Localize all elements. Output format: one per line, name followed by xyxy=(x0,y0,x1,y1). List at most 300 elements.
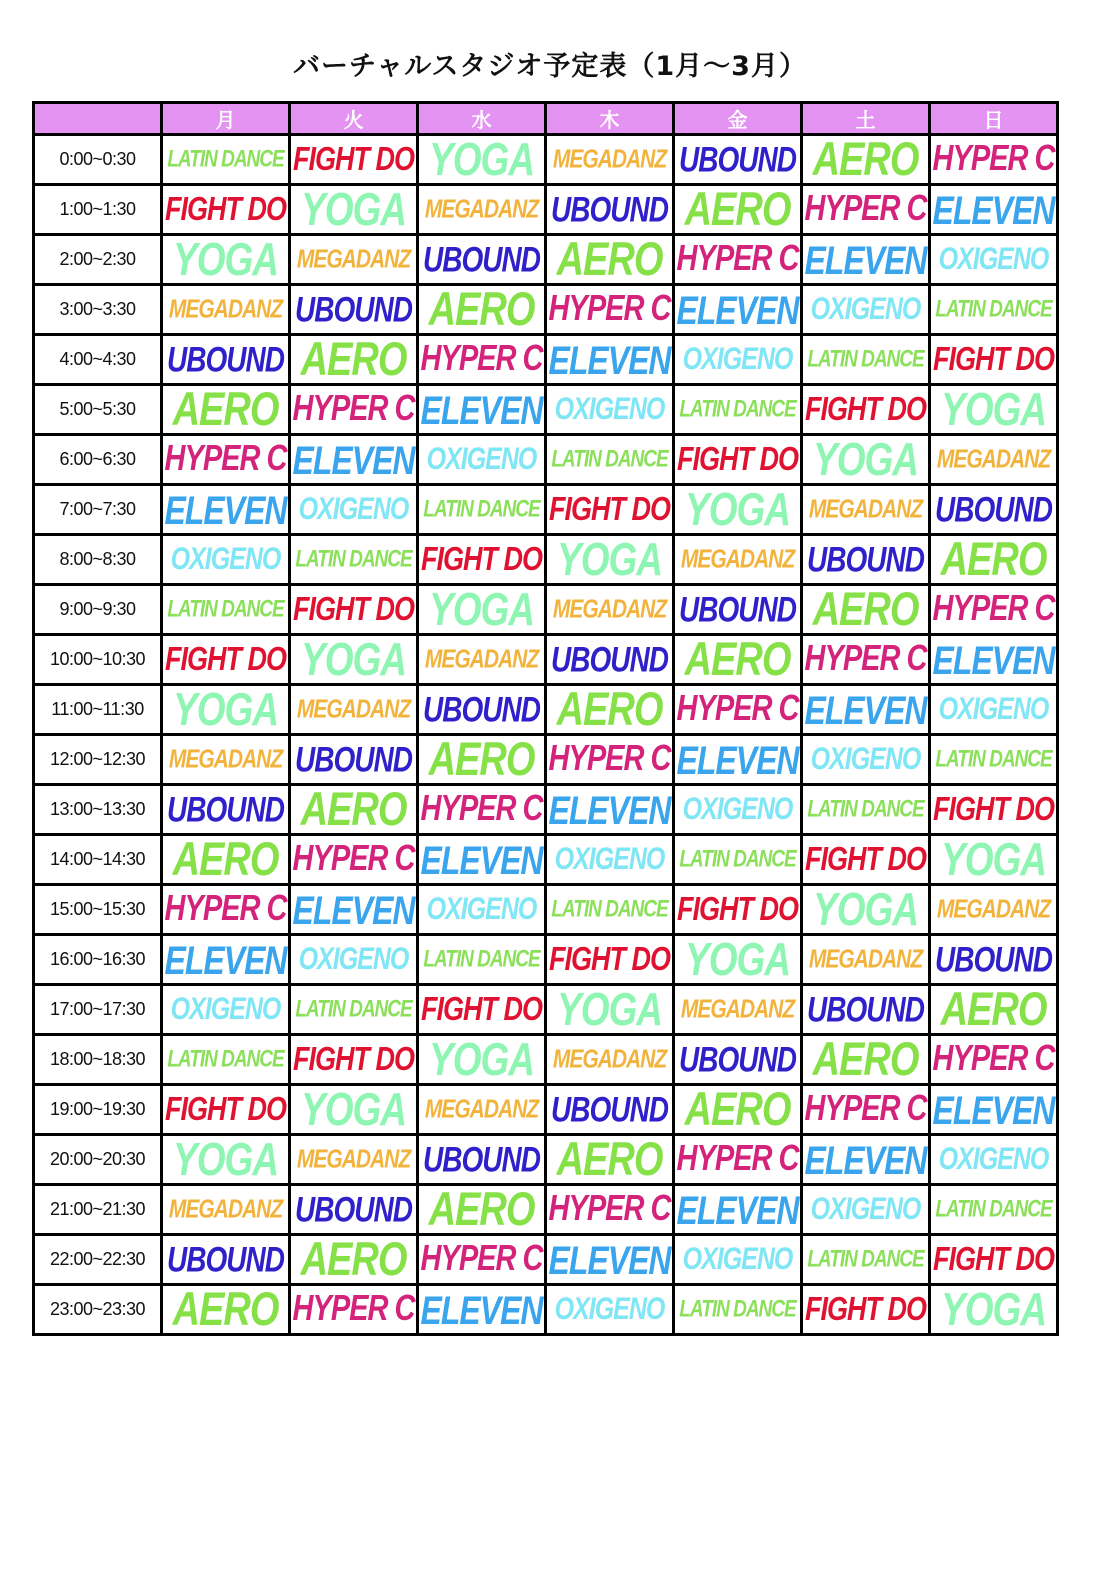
class-name: LATIN DANCE xyxy=(807,796,924,823)
class-cell xyxy=(418,785,546,835)
class-name: FIGHT DO xyxy=(293,140,414,178)
time-slot-cell: 7:00~7:30 xyxy=(34,485,162,535)
class-cell xyxy=(930,585,1058,635)
table-row xyxy=(34,1285,1058,1335)
class-cell xyxy=(674,335,802,385)
class-cell xyxy=(290,235,418,285)
class-cell xyxy=(418,835,546,885)
class-name: YOGA xyxy=(173,1134,278,1185)
class-cell xyxy=(290,185,418,235)
class-cell xyxy=(802,285,930,335)
class-cell xyxy=(546,385,674,435)
table-row xyxy=(34,335,1058,385)
time-slot-cell: 9:00~9:30 xyxy=(34,585,162,635)
class-name: LATIN DANCE xyxy=(935,296,1052,323)
schedule-body xyxy=(34,135,1058,1335)
class-cell xyxy=(930,635,1058,685)
class-cell xyxy=(162,1285,290,1335)
class-name: ELEVEN xyxy=(164,937,287,982)
class-cell xyxy=(930,785,1058,835)
class-name: OXIGENO xyxy=(170,991,281,1027)
table-row xyxy=(34,585,1058,635)
class-name: MEGADANZ xyxy=(168,295,283,324)
class-name: UBOUND xyxy=(551,189,668,229)
time-slot-cell: 11:00~11:30 xyxy=(34,685,162,735)
time-slot-cell: 12:00~12:30 xyxy=(34,735,162,785)
class-cell xyxy=(162,885,290,935)
class-name: YOGA xyxy=(429,1034,534,1085)
table-row xyxy=(34,285,1058,335)
class-name: HYPER C xyxy=(804,188,927,229)
class-cell xyxy=(930,335,1058,385)
class-name: ELEVEN xyxy=(420,1287,543,1332)
class-cell xyxy=(674,435,802,485)
class-cell xyxy=(546,1285,674,1335)
day-header: 金 xyxy=(674,103,802,135)
class-cell xyxy=(162,135,290,185)
class-name: ELEVEN xyxy=(932,187,1055,232)
class-name: ELEVEN xyxy=(292,887,415,932)
class-cell xyxy=(162,535,290,585)
class-cell xyxy=(290,785,418,835)
class-cell xyxy=(674,535,802,585)
class-name: LATIN DANCE xyxy=(423,496,540,523)
class-cell xyxy=(802,785,930,835)
class-name: UBOUND xyxy=(551,1089,668,1129)
class-cell xyxy=(418,1035,546,1085)
class-cell xyxy=(930,385,1058,435)
time-slot-cell: 19:00~19:30 xyxy=(34,1085,162,1135)
class-name: UBOUND xyxy=(167,789,284,829)
class-cell xyxy=(802,185,930,235)
table-row xyxy=(34,435,1058,485)
class-name: AERO xyxy=(300,334,407,385)
class-cell xyxy=(674,735,802,785)
class-name: AERO xyxy=(300,1234,407,1285)
class-name: UBOUND xyxy=(295,739,412,779)
class-name: UBOUND xyxy=(935,939,1052,979)
class-name: ELEVEN xyxy=(292,437,415,482)
table-row xyxy=(34,1185,1058,1235)
class-name: ELEVEN xyxy=(804,237,927,282)
class-cell xyxy=(418,135,546,185)
class-name: OXIGENO xyxy=(554,1291,665,1327)
day-header: 火 xyxy=(290,103,418,135)
class-cell xyxy=(802,985,930,1035)
class-name: MEGADANZ xyxy=(552,145,667,174)
class-name: OXIGENO xyxy=(554,841,665,877)
class-cell xyxy=(418,1285,546,1335)
class-name: OXIGENO xyxy=(938,241,1049,277)
class-name: HYPER C xyxy=(164,888,287,929)
class-name: YOGA xyxy=(557,984,662,1035)
class-name: LATIN DANCE xyxy=(935,1196,1052,1223)
class-name: MEGADANZ xyxy=(552,1045,667,1074)
class-name: LATIN DANCE xyxy=(679,396,796,423)
class-name: FIGHT DO xyxy=(293,1040,414,1078)
class-cell xyxy=(674,1185,802,1235)
class-name: LATIN DANCE xyxy=(295,996,412,1023)
class-cell xyxy=(930,1035,1058,1085)
table-row xyxy=(34,685,1058,735)
table-row xyxy=(34,535,1058,585)
class-name: HYPER C xyxy=(548,738,671,779)
class-name: HYPER C xyxy=(932,1038,1055,1079)
class-cell xyxy=(802,435,930,485)
class-cell xyxy=(162,635,290,685)
class-cell xyxy=(162,1185,290,1235)
class-name: AERO xyxy=(940,534,1047,585)
class-cell xyxy=(418,535,546,585)
class-name: MEGADANZ xyxy=(424,1095,539,1124)
class-name: OXIGENO xyxy=(938,691,1049,727)
class-cell xyxy=(802,1085,930,1135)
class-cell xyxy=(930,985,1058,1035)
class-name: MEGADANZ xyxy=(808,495,923,524)
page-title: バーチャルスタジオ予定表（1月〜3月） xyxy=(293,51,807,82)
time-slot-cell: 1:00~1:30 xyxy=(34,185,162,235)
class-cell xyxy=(162,835,290,885)
class-cell xyxy=(674,285,802,335)
class-cell xyxy=(802,935,930,985)
class-name: YOGA xyxy=(301,1084,406,1135)
table-row xyxy=(34,835,1058,885)
class-cell xyxy=(418,185,546,235)
class-cell xyxy=(418,1235,546,1285)
class-cell xyxy=(930,885,1058,935)
class-name: HYPER C xyxy=(676,688,799,729)
class-name: UBOUND xyxy=(679,1039,796,1079)
class-name: LATIN DANCE xyxy=(935,746,1052,773)
class-name: LATIN DANCE xyxy=(807,1246,924,1273)
class-cell xyxy=(290,335,418,385)
class-name: LATIN DANCE xyxy=(807,346,924,373)
class-name: AERO xyxy=(172,384,279,435)
table-row xyxy=(34,135,1058,185)
class-name: HYPER C xyxy=(804,638,927,679)
day-header: 水 xyxy=(418,103,546,135)
class-name: MEGADANZ xyxy=(168,745,283,774)
class-cell xyxy=(162,1035,290,1085)
class-cell xyxy=(674,585,802,635)
class-cell xyxy=(418,285,546,335)
class-name: LATIN DANCE xyxy=(167,596,284,623)
class-cell xyxy=(546,885,674,935)
class-name: HYPER C xyxy=(548,288,671,329)
class-name: OXIGENO xyxy=(682,341,793,377)
time-slot-cell: 6:00~6:30 xyxy=(34,435,162,485)
class-cell xyxy=(802,585,930,635)
class-name: AERO xyxy=(940,984,1047,1035)
class-cell xyxy=(418,1185,546,1235)
table-row xyxy=(34,985,1058,1035)
class-cell xyxy=(930,1085,1058,1135)
class-cell xyxy=(290,1185,418,1235)
class-cell xyxy=(546,1035,674,1085)
class-cell xyxy=(546,635,674,685)
class-name: OXIGENO xyxy=(810,291,921,327)
class-cell xyxy=(290,935,418,985)
class-cell xyxy=(546,1135,674,1185)
class-cell xyxy=(546,1235,674,1285)
class-name: UBOUND xyxy=(423,1139,540,1179)
class-name: MEGADANZ xyxy=(680,995,795,1024)
day-header: 木 xyxy=(546,103,674,135)
class-cell xyxy=(290,285,418,335)
class-name: AERO xyxy=(300,784,407,835)
class-name: OXIGENO xyxy=(170,541,281,577)
class-name: MEGADANZ xyxy=(424,195,539,224)
class-cell xyxy=(674,985,802,1035)
class-name: YOGA xyxy=(557,534,662,585)
class-name: FIGHT DO xyxy=(933,1240,1054,1278)
class-cell xyxy=(674,1235,802,1285)
class-cell xyxy=(162,235,290,285)
class-name: FIGHT DO xyxy=(805,840,926,878)
class-name: LATIN DANCE xyxy=(551,446,668,473)
class-name: LATIN DANCE xyxy=(167,1046,284,1073)
class-name: UBOUND xyxy=(679,589,796,629)
class-name: AERO xyxy=(684,184,791,235)
class-name: FIGHT DO xyxy=(165,640,286,678)
class-cell xyxy=(290,985,418,1035)
class-cell xyxy=(674,685,802,735)
time-slot-cell: 15:00~15:30 xyxy=(34,885,162,935)
class-cell xyxy=(162,785,290,835)
day-header: 日 xyxy=(930,103,1058,135)
class-name: YOGA xyxy=(429,134,534,185)
class-name: UBOUND xyxy=(295,289,412,329)
class-cell xyxy=(674,235,802,285)
day-header: 月 xyxy=(162,103,290,135)
class-cell xyxy=(418,935,546,985)
class-cell xyxy=(162,585,290,635)
class-cell xyxy=(930,285,1058,335)
class-cell xyxy=(546,135,674,185)
class-name: FIGHT DO xyxy=(293,590,414,628)
class-cell xyxy=(802,1035,930,1085)
class-cell xyxy=(162,685,290,735)
class-name: LATIN DANCE xyxy=(423,946,540,973)
time-slot-cell: 18:00~18:30 xyxy=(34,1035,162,1085)
class-cell xyxy=(162,1085,290,1135)
corner-header-cell xyxy=(34,103,162,135)
class-cell xyxy=(674,1135,802,1185)
time-slot-cell: 13:00~13:30 xyxy=(34,785,162,835)
class-cell xyxy=(162,1235,290,1285)
class-name: OXIGENO xyxy=(554,391,665,427)
class-name: LATIN DANCE xyxy=(167,146,284,173)
class-cell xyxy=(290,1135,418,1185)
class-name: HYPER C xyxy=(676,238,799,279)
class-cell xyxy=(674,835,802,885)
table-row xyxy=(34,635,1058,685)
time-slot-cell: 20:00~20:30 xyxy=(34,1135,162,1185)
class-name: FIGHT DO xyxy=(805,1290,926,1328)
class-cell xyxy=(162,985,290,1035)
class-name: HYPER C xyxy=(548,1188,671,1229)
class-name: LATIN DANCE xyxy=(679,846,796,873)
class-cell xyxy=(162,185,290,235)
class-name: OXIGENO xyxy=(298,491,409,527)
class-name: AERO xyxy=(812,1034,919,1085)
class-cell xyxy=(546,535,674,585)
day-header: 土 xyxy=(802,103,930,135)
class-name: ELEVEN xyxy=(932,637,1055,682)
class-cell xyxy=(290,685,418,735)
class-name: YOGA xyxy=(941,384,1046,435)
class-cell xyxy=(418,235,546,285)
class-cell xyxy=(546,235,674,285)
class-cell xyxy=(290,1085,418,1135)
class-name: HYPER C xyxy=(932,588,1055,629)
class-cell xyxy=(418,335,546,385)
table-row xyxy=(34,185,1058,235)
class-cell xyxy=(674,485,802,535)
class-name: YOGA xyxy=(813,884,918,935)
class-cell xyxy=(674,185,802,235)
class-cell xyxy=(802,1235,930,1285)
class-cell xyxy=(674,1035,802,1085)
class-name: HYPER C xyxy=(420,338,543,379)
class-cell xyxy=(162,735,290,785)
class-cell xyxy=(546,685,674,735)
class-cell xyxy=(802,635,930,685)
class-cell xyxy=(802,335,930,385)
class-name: HYPER C xyxy=(932,138,1055,179)
class-name: YOGA xyxy=(941,1284,1046,1335)
class-name: LATIN DANCE xyxy=(551,896,668,923)
class-name: ELEVEN xyxy=(804,687,927,732)
class-cell xyxy=(546,985,674,1035)
time-slot-cell: 5:00~5:30 xyxy=(34,385,162,435)
class-name: YOGA xyxy=(429,584,534,635)
class-cell xyxy=(802,1135,930,1185)
class-cell xyxy=(418,735,546,785)
class-cell xyxy=(546,735,674,785)
class-name: MEGADANZ xyxy=(680,545,795,574)
header-row xyxy=(34,103,1058,135)
class-name: AERO xyxy=(812,584,919,635)
class-name: ELEVEN xyxy=(676,287,799,332)
class-cell xyxy=(546,835,674,885)
class-name: UBOUND xyxy=(807,539,924,579)
class-name: UBOUND xyxy=(167,1239,284,1279)
class-cell xyxy=(930,535,1058,585)
class-name: FIGHT DO xyxy=(165,190,286,228)
class-name: YOGA xyxy=(813,434,918,485)
class-cell xyxy=(418,435,546,485)
class-name: OXIGENO xyxy=(810,1191,921,1227)
table-row xyxy=(34,1085,1058,1135)
class-cell xyxy=(290,735,418,785)
class-name: YOGA xyxy=(173,684,278,735)
class-name: ELEVEN xyxy=(548,787,671,832)
class-name: UBOUND xyxy=(935,489,1052,529)
class-name: MEGADANZ xyxy=(424,645,539,674)
class-cell xyxy=(546,785,674,835)
class-name: MEGADANZ xyxy=(808,945,923,974)
class-name: MEGADANZ xyxy=(552,595,667,624)
class-name: FIGHT DO xyxy=(933,340,1054,378)
time-slot-cell: 3:00~3:30 xyxy=(34,285,162,335)
class-cell xyxy=(290,135,418,185)
class-name: OXIGENO xyxy=(682,1241,793,1277)
class-cell xyxy=(930,235,1058,285)
table-row xyxy=(34,785,1058,835)
class-name: AERO xyxy=(556,684,663,735)
class-name: ELEVEN xyxy=(804,1137,927,1182)
class-cell xyxy=(162,385,290,435)
class-cell xyxy=(802,485,930,535)
class-name: FIGHT DO xyxy=(165,1090,286,1128)
class-cell xyxy=(290,1285,418,1335)
class-cell xyxy=(418,985,546,1035)
class-name: HYPER C xyxy=(420,788,543,829)
class-cell xyxy=(418,685,546,735)
class-cell xyxy=(418,635,546,685)
class-name: FIGHT DO xyxy=(677,440,798,478)
class-cell xyxy=(802,535,930,585)
table-row xyxy=(34,735,1058,785)
class-name: YOGA xyxy=(301,634,406,685)
class-name: MEGADANZ xyxy=(296,1145,411,1174)
class-cell xyxy=(290,835,418,885)
class-name: OXIGENO xyxy=(810,741,921,777)
class-name: UBOUND xyxy=(423,239,540,279)
class-cell xyxy=(546,285,674,335)
class-name: LATIN DANCE xyxy=(295,546,412,573)
class-cell xyxy=(930,185,1058,235)
class-cell xyxy=(802,685,930,735)
class-cell xyxy=(290,385,418,435)
class-cell xyxy=(418,885,546,935)
class-name: ELEVEN xyxy=(548,337,671,382)
class-name: FIGHT DO xyxy=(549,490,670,528)
class-cell xyxy=(290,585,418,635)
class-name: HYPER C xyxy=(292,388,415,429)
class-name: YOGA xyxy=(173,234,278,285)
class-name: OXIGENO xyxy=(682,791,793,827)
class-name: AERO xyxy=(556,234,663,285)
class-cell xyxy=(802,235,930,285)
table-row xyxy=(34,385,1058,435)
table-row xyxy=(34,885,1058,935)
time-slot-cell: 8:00~8:30 xyxy=(34,535,162,585)
class-cell xyxy=(674,385,802,435)
class-name: AERO xyxy=(812,134,919,185)
class-name: HYPER C xyxy=(804,1088,927,1129)
class-cell xyxy=(674,635,802,685)
class-name: MEGADANZ xyxy=(936,895,1051,924)
class-cell xyxy=(546,935,674,985)
time-slot-cell: 22:00~22:30 xyxy=(34,1235,162,1285)
class-cell xyxy=(930,485,1058,535)
class-cell xyxy=(546,185,674,235)
class-name: OXIGENO xyxy=(426,441,537,477)
table-row xyxy=(34,935,1058,985)
class-name: AERO xyxy=(684,634,791,685)
class-cell xyxy=(802,385,930,435)
class-cell xyxy=(418,1135,546,1185)
class-name: FIGHT DO xyxy=(933,790,1054,828)
class-name: HYPER C xyxy=(292,1288,415,1329)
class-name: FIGHT DO xyxy=(805,390,926,428)
class-cell xyxy=(802,835,930,885)
class-cell xyxy=(930,1235,1058,1285)
class-cell xyxy=(418,385,546,435)
class-cell xyxy=(290,535,418,585)
